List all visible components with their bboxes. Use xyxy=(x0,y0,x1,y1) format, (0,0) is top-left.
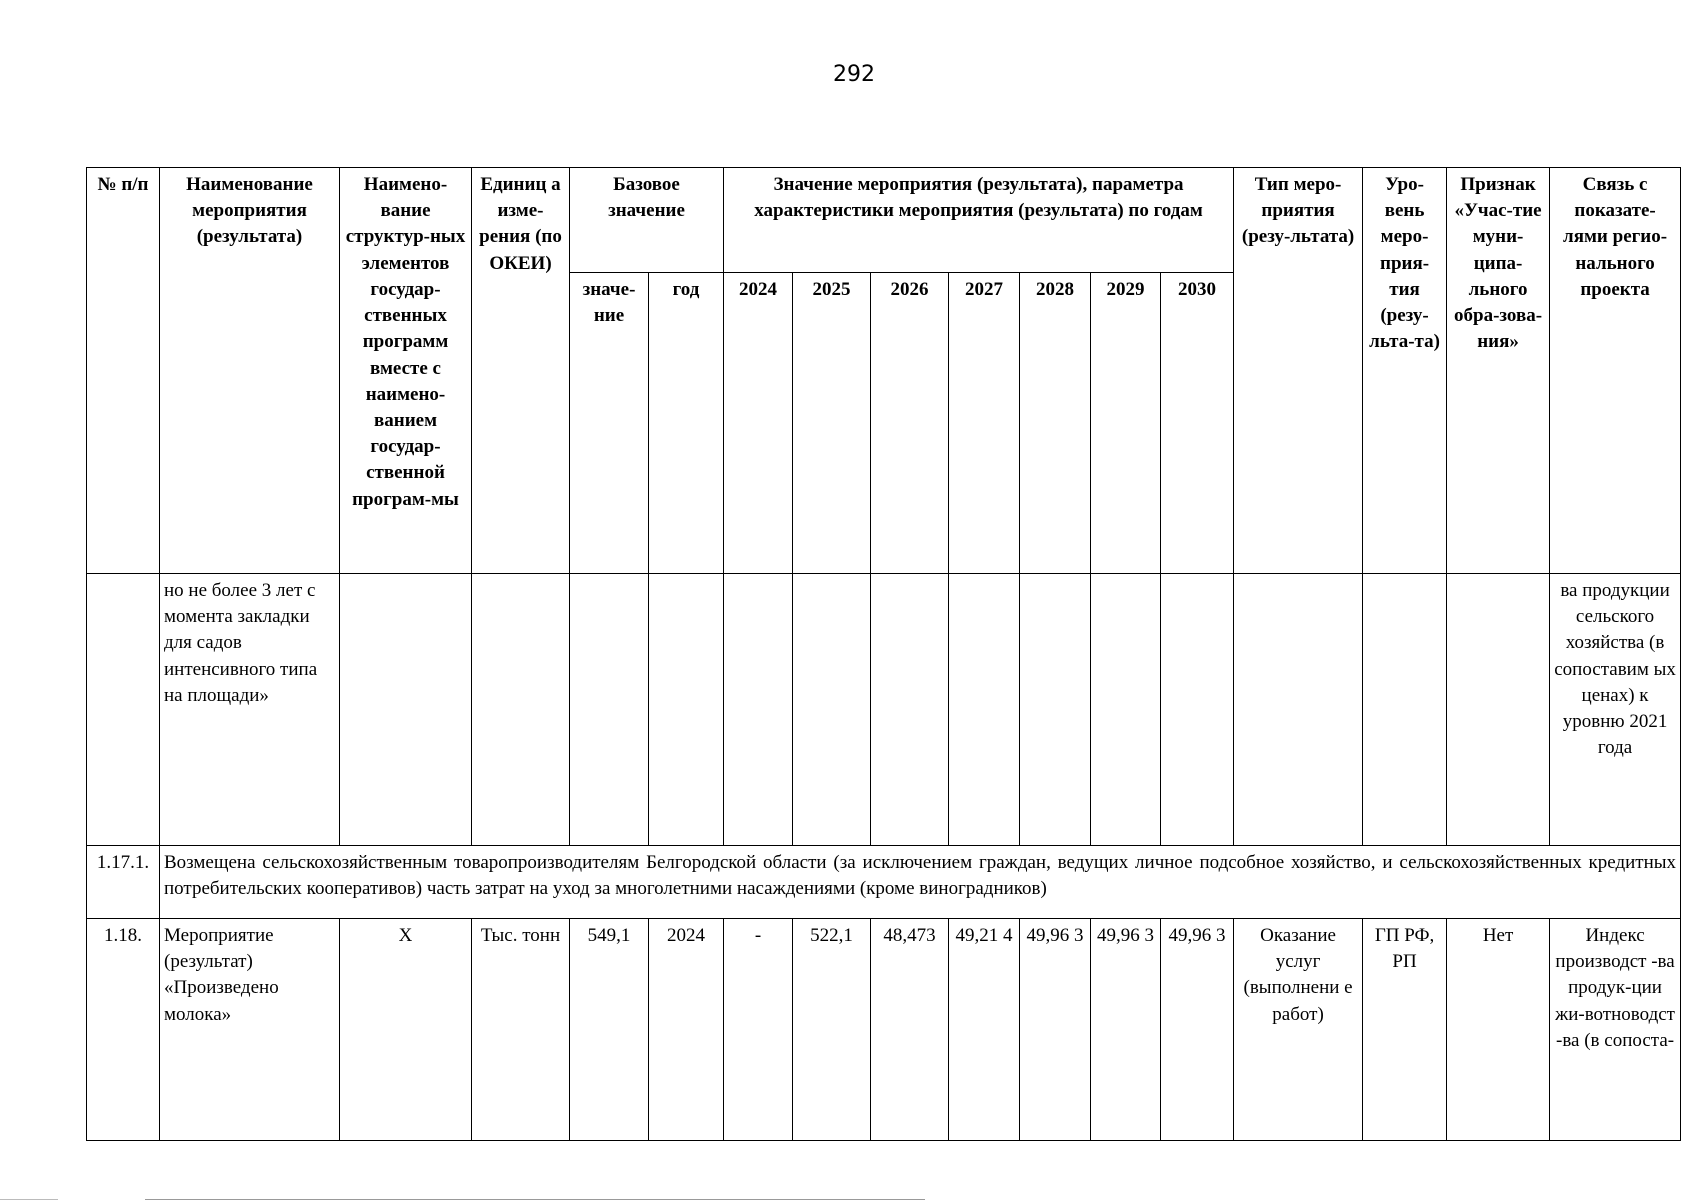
header-link: Связь с показате-лями регио-нального проекта xyxy=(1550,168,1681,574)
header-year-2027: 2027 xyxy=(949,273,1020,574)
header-base: Базовое значение xyxy=(570,168,724,273)
cell-sign: Нет xyxy=(1447,919,1550,1141)
header-sign: Признак «Учас-тие муни-ципа-льного обра-зова-ния» xyxy=(1447,168,1550,574)
cell-base-year: 2024 xyxy=(649,919,724,1141)
cell-name: Мероприятие (результат) «Произведено молока» xyxy=(160,919,340,1141)
cell-unit: Тыс. тонн xyxy=(472,919,570,1141)
header-values-title: Значение мероприятия (результата), параметра характеристики мероприятия (результата) по годам xyxy=(724,168,1234,273)
header-num: № п/п xyxy=(87,168,160,574)
header-year-2025: 2025 xyxy=(793,273,871,574)
header-year-2024: 2024 xyxy=(724,273,793,574)
cell-value-2029: 49,96 3 xyxy=(1091,919,1161,1141)
header-type: Тип меро-приятия (резу-льтата) xyxy=(1234,168,1363,574)
header-level: Уро-вень меро-прия-тия (резу-льта-та) xyxy=(1363,168,1447,574)
cell-num: 1.18. xyxy=(87,919,160,1141)
page-number: 292 xyxy=(833,62,875,87)
header-unit: Единиц а изме-рения (по ОКЕИ) xyxy=(472,168,570,574)
cell-value-2024: - xyxy=(724,919,793,1141)
cell-level: ГП РФ, РП xyxy=(1363,919,1447,1141)
header-year-2030: 2030 xyxy=(1161,273,1234,574)
header-year-2028: 2028 xyxy=(1020,273,1091,574)
header-struct: Наимено-вание структур-ных элементов государ-ственных программ вместе с наимено-ванием государ-ственной програм-мы xyxy=(340,168,472,574)
cell-base-value: 549,1 xyxy=(570,919,649,1141)
cell-type: Оказание услуг (выполнени е работ) xyxy=(1234,919,1363,1141)
header-base-year: год xyxy=(649,273,724,574)
header-name: Наименование мероприятия (результата) xyxy=(160,168,340,574)
table-row-1-17-1 xyxy=(87,846,1681,919)
cell-link: Индекс производст -ва продук-ции жи-вотноводст -ва (в сопоста- xyxy=(1550,919,1681,1141)
cell-value-2027: 49,21 4 xyxy=(949,919,1020,1141)
measures-table xyxy=(86,167,1681,1141)
table-row-1-18 xyxy=(87,919,1681,1141)
header-year-2026: 2026 xyxy=(871,273,949,574)
header-year-2029: 2029 xyxy=(1091,273,1161,574)
cell-value-2025: 522,1 xyxy=(793,919,871,1141)
cell-struct: Х xyxy=(340,919,472,1141)
cell-merged-text: Возмещена сельскохозяйственным товаропроизводителям Белгородской области (за исключением граждан, ведущих личное подсобное хозяйство, и сельскохозяйственных кредитных потребительских кооперативов) часть затрат на уход за многолетними насаждениями (кроме виноградников) xyxy=(160,846,1681,919)
cell-link: ва продукции сельского хозяйства (в сопоставим ых ценах) к уровню 2021 года xyxy=(1550,574,1681,846)
cell-name: но не более 3 лет с момента закладки для садов интенсивного типа на площади» xyxy=(160,574,340,846)
cell-value-2028: 49,96 3 xyxy=(1020,919,1091,1141)
cell-num: 1.17.1. xyxy=(87,846,160,919)
table-row-continuation xyxy=(87,574,1681,846)
cell-value-2026: 48,473 xyxy=(871,919,949,1141)
header-base-value: значе-ние xyxy=(570,273,649,574)
cell-value-2030: 49,96 3 xyxy=(1161,919,1234,1141)
